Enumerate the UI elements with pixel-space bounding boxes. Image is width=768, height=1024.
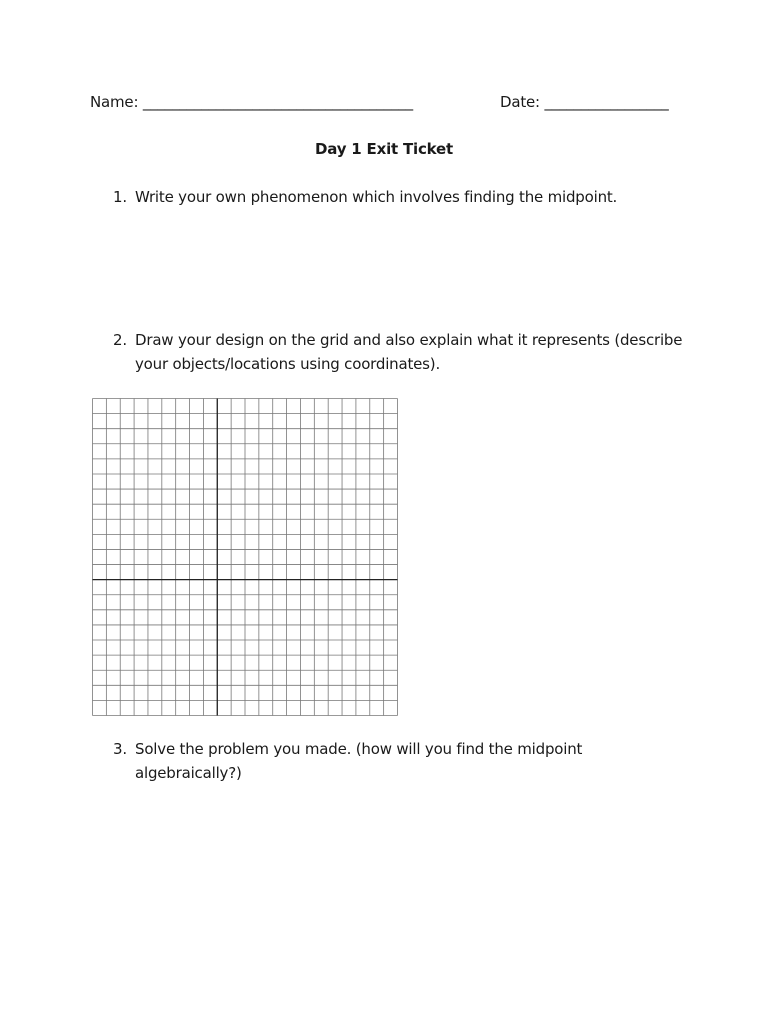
question-1: [113, 185, 683, 209]
page-title: Day 1 Exit Ticket: [314, 140, 453, 158]
question-3-number: 3.: [113, 740, 127, 758]
date-field[interactable]: Date: _________________: [500, 93, 669, 111]
name-field[interactable]: Name: _____________________________________: [90, 93, 413, 111]
question-1-number: 1.: [113, 188, 127, 206]
question-3: [113, 737, 683, 785]
question-2: [113, 328, 683, 376]
question-1-text: Write your own phenomenon which involves finding the midpoint.: [135, 188, 618, 206]
question-2-number: 2.: [113, 331, 127, 349]
question-3-text: Solve the problem you made. (how will you find the midpoint algebraically?): [135, 740, 583, 782]
question-2-text: Draw your design on the grid and also explain what it represents (describe your objects/locations using coordinates).: [135, 331, 683, 373]
coordinate-grid[interactable]: [92, 398, 398, 716]
coordinate-grid-svg[interactable]: [92, 398, 398, 716]
